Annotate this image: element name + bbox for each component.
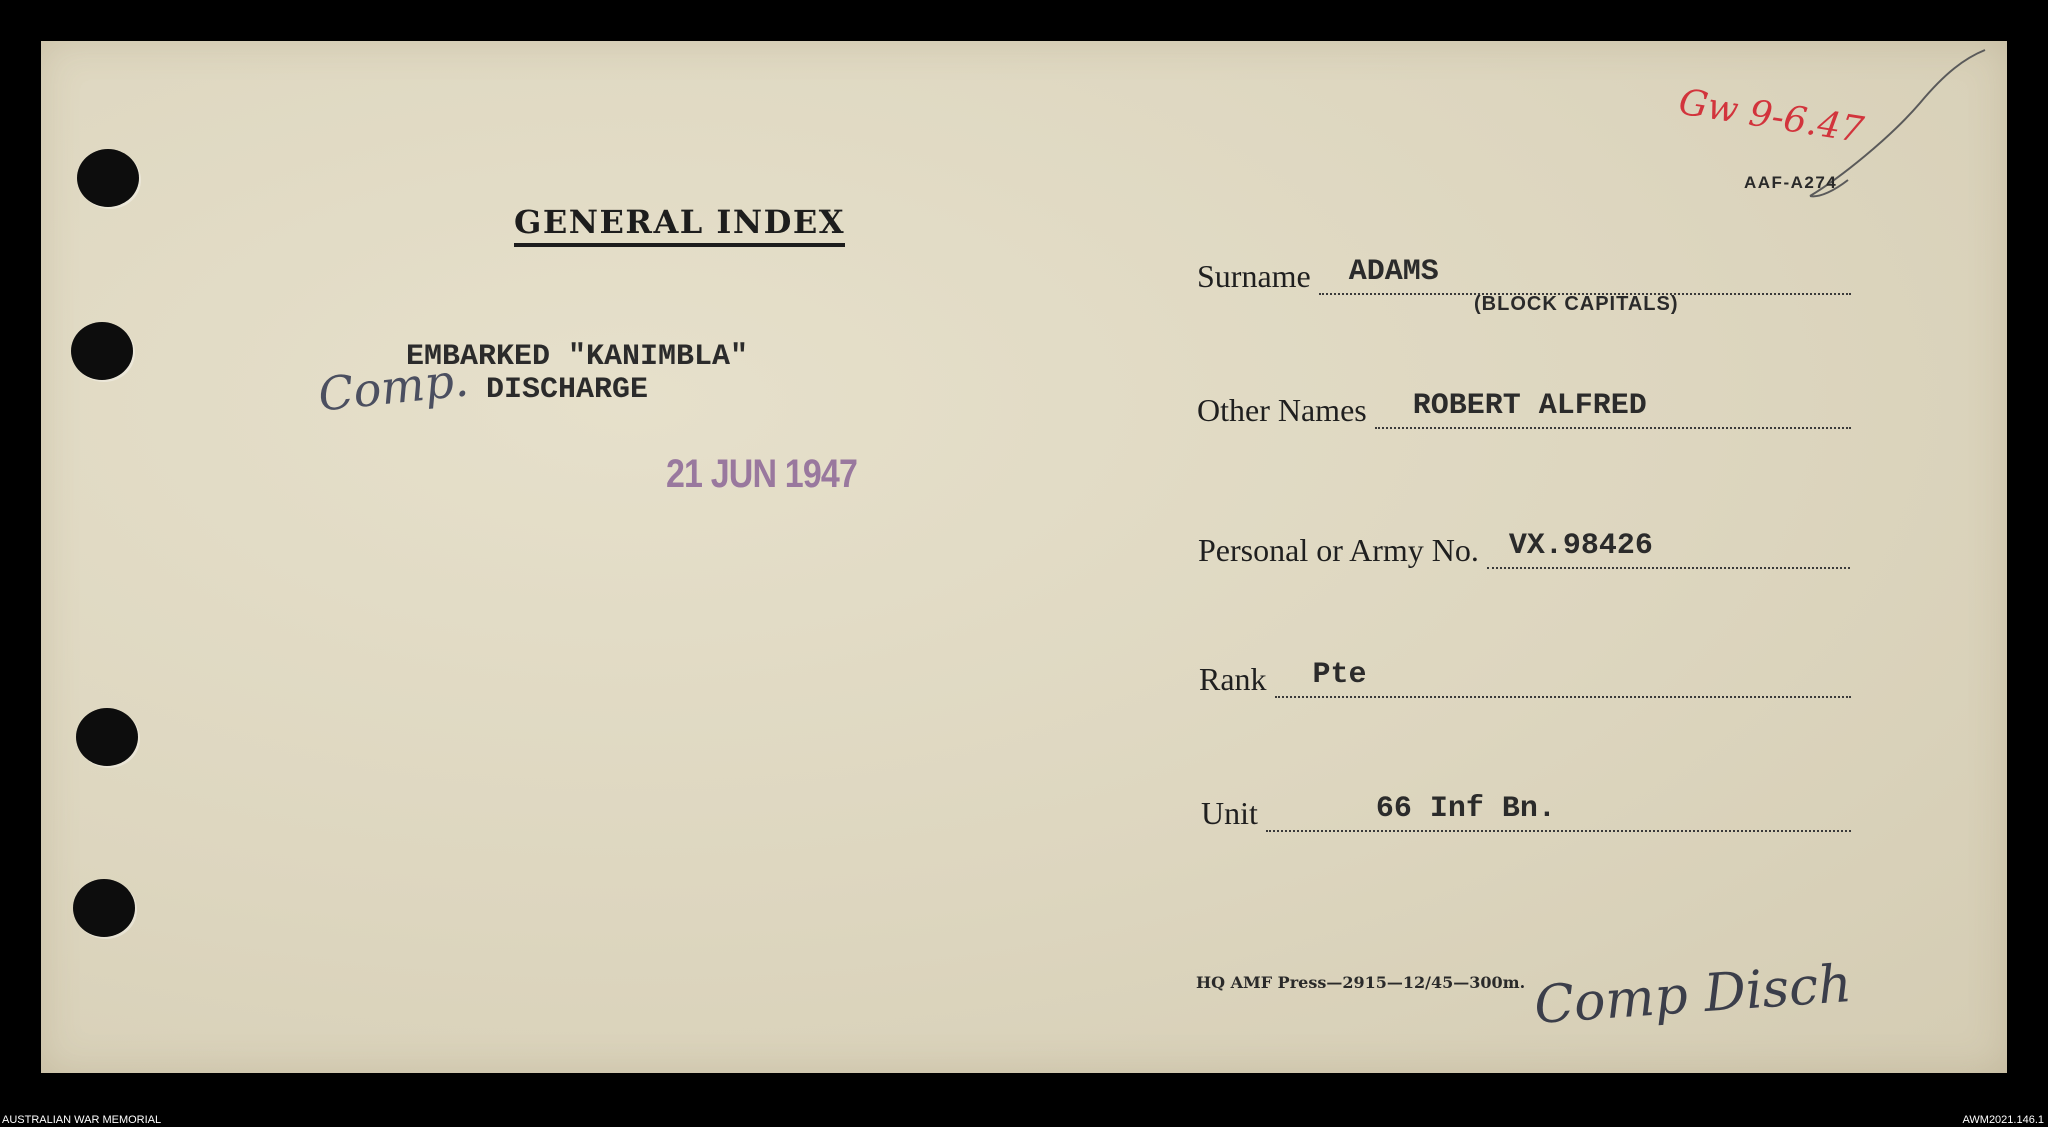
- punch-hole: [73, 879, 135, 937]
- other-names-line: [1375, 389, 1851, 429]
- print-note: HQ AMF Press—2915—12/45—300m.: [1196, 973, 1526, 992]
- other-names-label: Other Names: [1197, 392, 1367, 428]
- punch-hole: [76, 708, 138, 766]
- unit-label: Unit: [1201, 795, 1258, 831]
- handwritten-comp-disch: Comp Disch: [1532, 953, 1854, 1037]
- discharge-remark: DISCHARGE: [486, 373, 649, 407]
- rank-value: Pte: [1312, 658, 1367, 692]
- unit-line: [1266, 792, 1851, 832]
- surname-field: [1197, 255, 1851, 295]
- surname-label: Surname: [1197, 258, 1311, 294]
- form-code: AAF-A274: [1744, 173, 1838, 192]
- surname-line: [1319, 255, 1851, 295]
- card-title: GENERAL INDEX: [514, 203, 845, 247]
- other-names-value: ROBERT ALFRED: [1412, 389, 1647, 423]
- footer-right: AWM2021.146.1: [1962, 1114, 2044, 1126]
- block-capitals-hint: (BLOCK CAPITALS): [1474, 293, 1679, 315]
- army-no-line: [1487, 529, 1850, 569]
- army-no-label: Personal or Army No.: [1198, 532, 1479, 568]
- army-no-value: VX.98426: [1508, 529, 1653, 563]
- other-names-field: [1197, 389, 1851, 429]
- handwritten-red-note: Gw 9-6.47: [1675, 81, 1867, 152]
- rank-label: Rank: [1199, 661, 1267, 697]
- footer-left: AUSTRALIAN WAR MEMORIAL: [2, 1114, 162, 1126]
- punch-hole: [71, 322, 133, 380]
- rank-field: [1199, 658, 1851, 698]
- unit-field: [1201, 792, 1851, 832]
- army-no-field: [1198, 529, 1850, 569]
- punch-hole: [77, 149, 139, 207]
- unit-value: 66 Inf Bn.: [1375, 792, 1556, 826]
- date-stamp: 21 JUN 1947: [666, 452, 858, 496]
- surname-value: ADAMS: [1348, 255, 1439, 289]
- rank-line: [1275, 658, 1851, 698]
- embarked-remark: EMBARKED "KANIMBLA": [406, 340, 749, 374]
- handwritten-comp: Comp.: [315, 352, 471, 422]
